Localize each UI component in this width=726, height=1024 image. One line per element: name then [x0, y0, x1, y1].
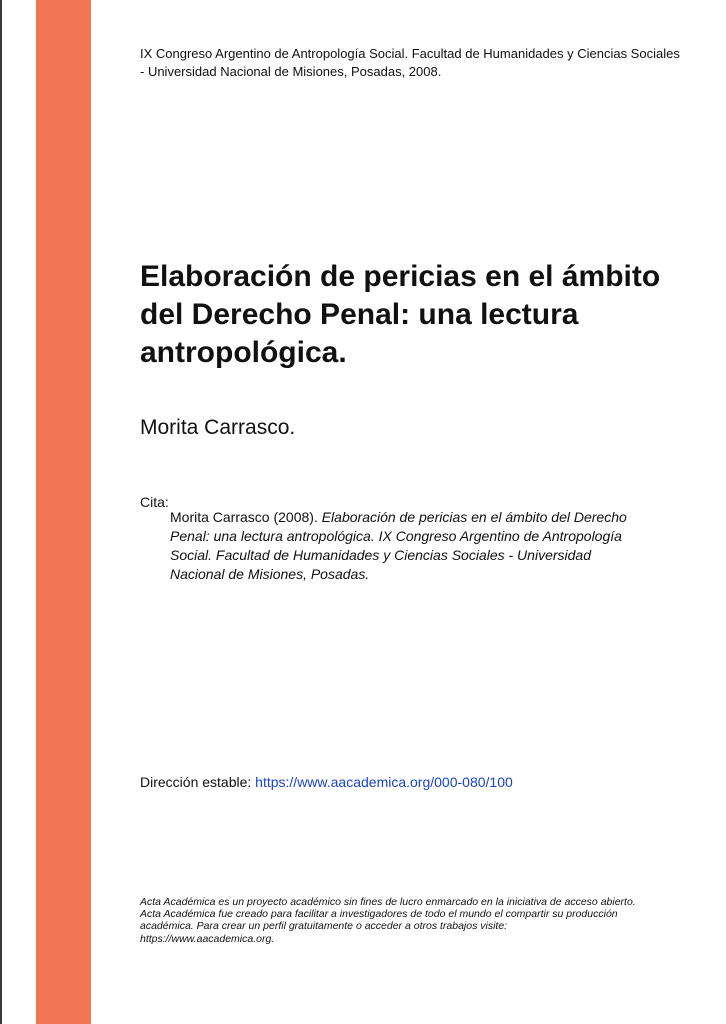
author-name: Morita Carrasco. — [140, 416, 296, 439]
citation-plain: Morita Carrasco (2008). — [170, 509, 322, 525]
citation-italic: Elaboración de pericias en el ámbito del Derecho Penal: una lectura antropológica. IX Congreso Argentino de Antropología Social. Facultad de Humanidades y Ciencias Sociales - Universidad Nacional de Misiones, Posadas. — [170, 509, 627, 582]
citation-text — [170, 508, 640, 584]
conference-header: IX Congreso Argentino de Antropología Social. Facultad de Humanidades y Ciencias Sociales - Universidad Nacional de Misiones, Posadas, 2008. — [140, 46, 680, 79]
document-title: Elaboración de pericias en el ámbito del Derecho Penal: una lectura antropológica. — [140, 260, 661, 369]
stable-address-label: Dirección estable: — [140, 774, 256, 790]
page-left-edge — [0, 0, 2, 1024]
stable-address — [140, 772, 680, 792]
citation-label: Cita: — [140, 494, 169, 510]
stable-address-link[interactable]: https://www.aacademica.org/000-080/100 — [255, 774, 513, 790]
accent-bar — [36, 0, 91, 1024]
footer-note: Acta Académica es un proyecto académico sin fines de lucro enmarcado en la iniciativa de acceso abierto. Acta Académica fue creado para facilitar a investigadores de todo el mundo el compartir su producción académica. Para crear un perfil gratuitamente o acceder a otros trabajos visite: https://www.aacademica.org. — [140, 896, 636, 945]
